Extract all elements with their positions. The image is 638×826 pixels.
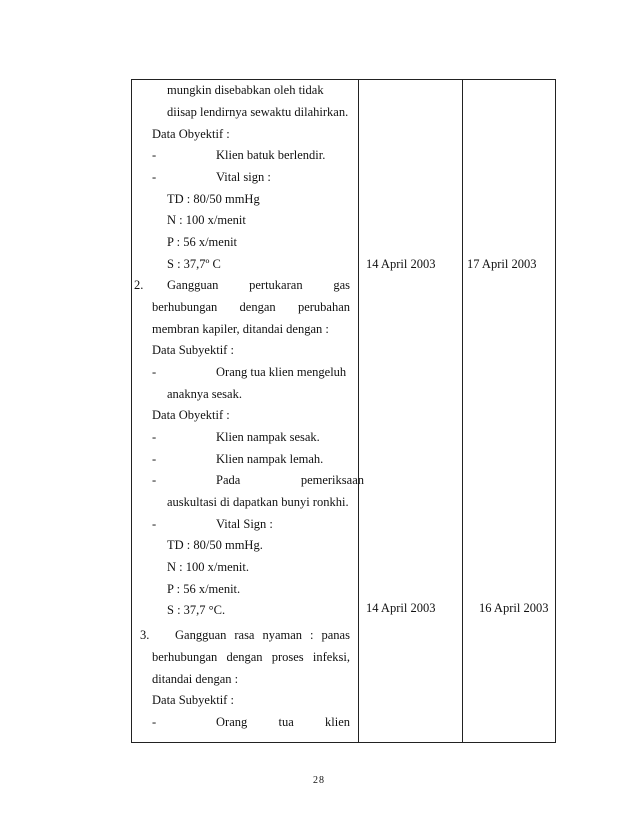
end-date: 16 April 2003 [479,601,549,615]
section-heading: Data Subyektif : [152,343,234,357]
vital-n: N : 100 x/menit [167,213,246,227]
bullet-dash: - [152,365,157,379]
text-line-content [175,628,350,642]
word: pertukaran [249,278,303,292]
text-line-content [216,473,364,487]
text-line-content [152,650,350,664]
word: klien [325,715,350,729]
word: nyaman [262,628,303,642]
bullet-dash: - [152,148,157,162]
vital-p: P : 56 x/menit [167,235,238,249]
vital-s: S : 37,7º C [167,257,221,271]
text-line: Vital sign : [216,170,271,184]
text-line-content [216,715,350,729]
item-number: 2. [134,278,144,292]
bullet-dash: - [152,473,157,487]
text-line: Klien nampak lemah. [216,452,324,466]
text-line-content [152,300,350,314]
text-line [216,715,350,729]
word: gas [333,278,350,292]
text-line [152,650,350,664]
word: proses [271,650,304,664]
vital-td: TD : 80/50 mmHg. [167,538,263,552]
text-line: auskultasi di dapatkan bunyi ronkhi. [167,495,349,509]
word: Gangguan [175,628,227,642]
bullet-dash: - [152,430,157,444]
item-number: 3. [140,628,150,642]
text-line [167,278,350,292]
text-line: Klien nampak sesak. [216,430,320,444]
text-line: membran kapiler, ditandai dengan : [152,322,329,336]
section-heading: Data Subyektif : [152,693,234,707]
text-line: anaknya sesak. [167,387,242,401]
vital-p: P : 56 x/menit. [167,582,241,596]
text-line [216,473,364,487]
column-divider [358,80,359,742]
text-line [152,300,350,314]
column-divider [462,80,463,742]
bullet-dash: - [152,517,157,531]
word: Pada [216,473,241,487]
start-date: 14 April 2003 [366,257,436,271]
bullet-dash: - [152,715,157,729]
start-date: 14 April 2003 [366,601,436,615]
text-line: Klien batuk berlendir. [216,148,326,162]
section-heading: Data Obyektif : [152,408,230,422]
end-date: 17 April 2003 [467,257,537,271]
text-line: Vital Sign : [216,517,273,531]
word: Orang [216,715,248,729]
word: tua [278,715,294,729]
section-heading: Data Obyektif : [152,127,230,141]
vital-n: N : 100 x/menit. [167,560,249,574]
word: pemeriksaan [300,473,364,487]
care-plan-table [131,79,556,743]
word: Gangguan [167,278,219,292]
text-line: diisap lendirnya sewaktu dilahirkan. [167,105,349,119]
word: rasa [234,628,255,642]
word: dengan [239,300,276,314]
bullet-dash: - [152,170,157,184]
word: infeksi, [312,650,350,664]
word: : [310,628,314,642]
text-line: Orang tua klien mengeluh [216,365,347,379]
text-line-content: mungkin disebabkan oleh tidak [167,83,324,97]
vital-td: TD : 80/50 mmHg [167,192,260,206]
word: panas [321,628,350,642]
page-number: 28 [313,775,325,786]
vital-s: S : 37,7 °C. [167,603,226,617]
text-line [167,83,350,97]
word: berhubungan [152,300,218,314]
text-line: ditandai dengan : [152,672,239,686]
word: perubahan [297,300,350,314]
word: berhubungan [152,650,218,664]
text-line-content [167,278,350,292]
text-line [175,628,350,642]
word: dengan [226,650,263,664]
bullet-dash: - [152,452,157,466]
